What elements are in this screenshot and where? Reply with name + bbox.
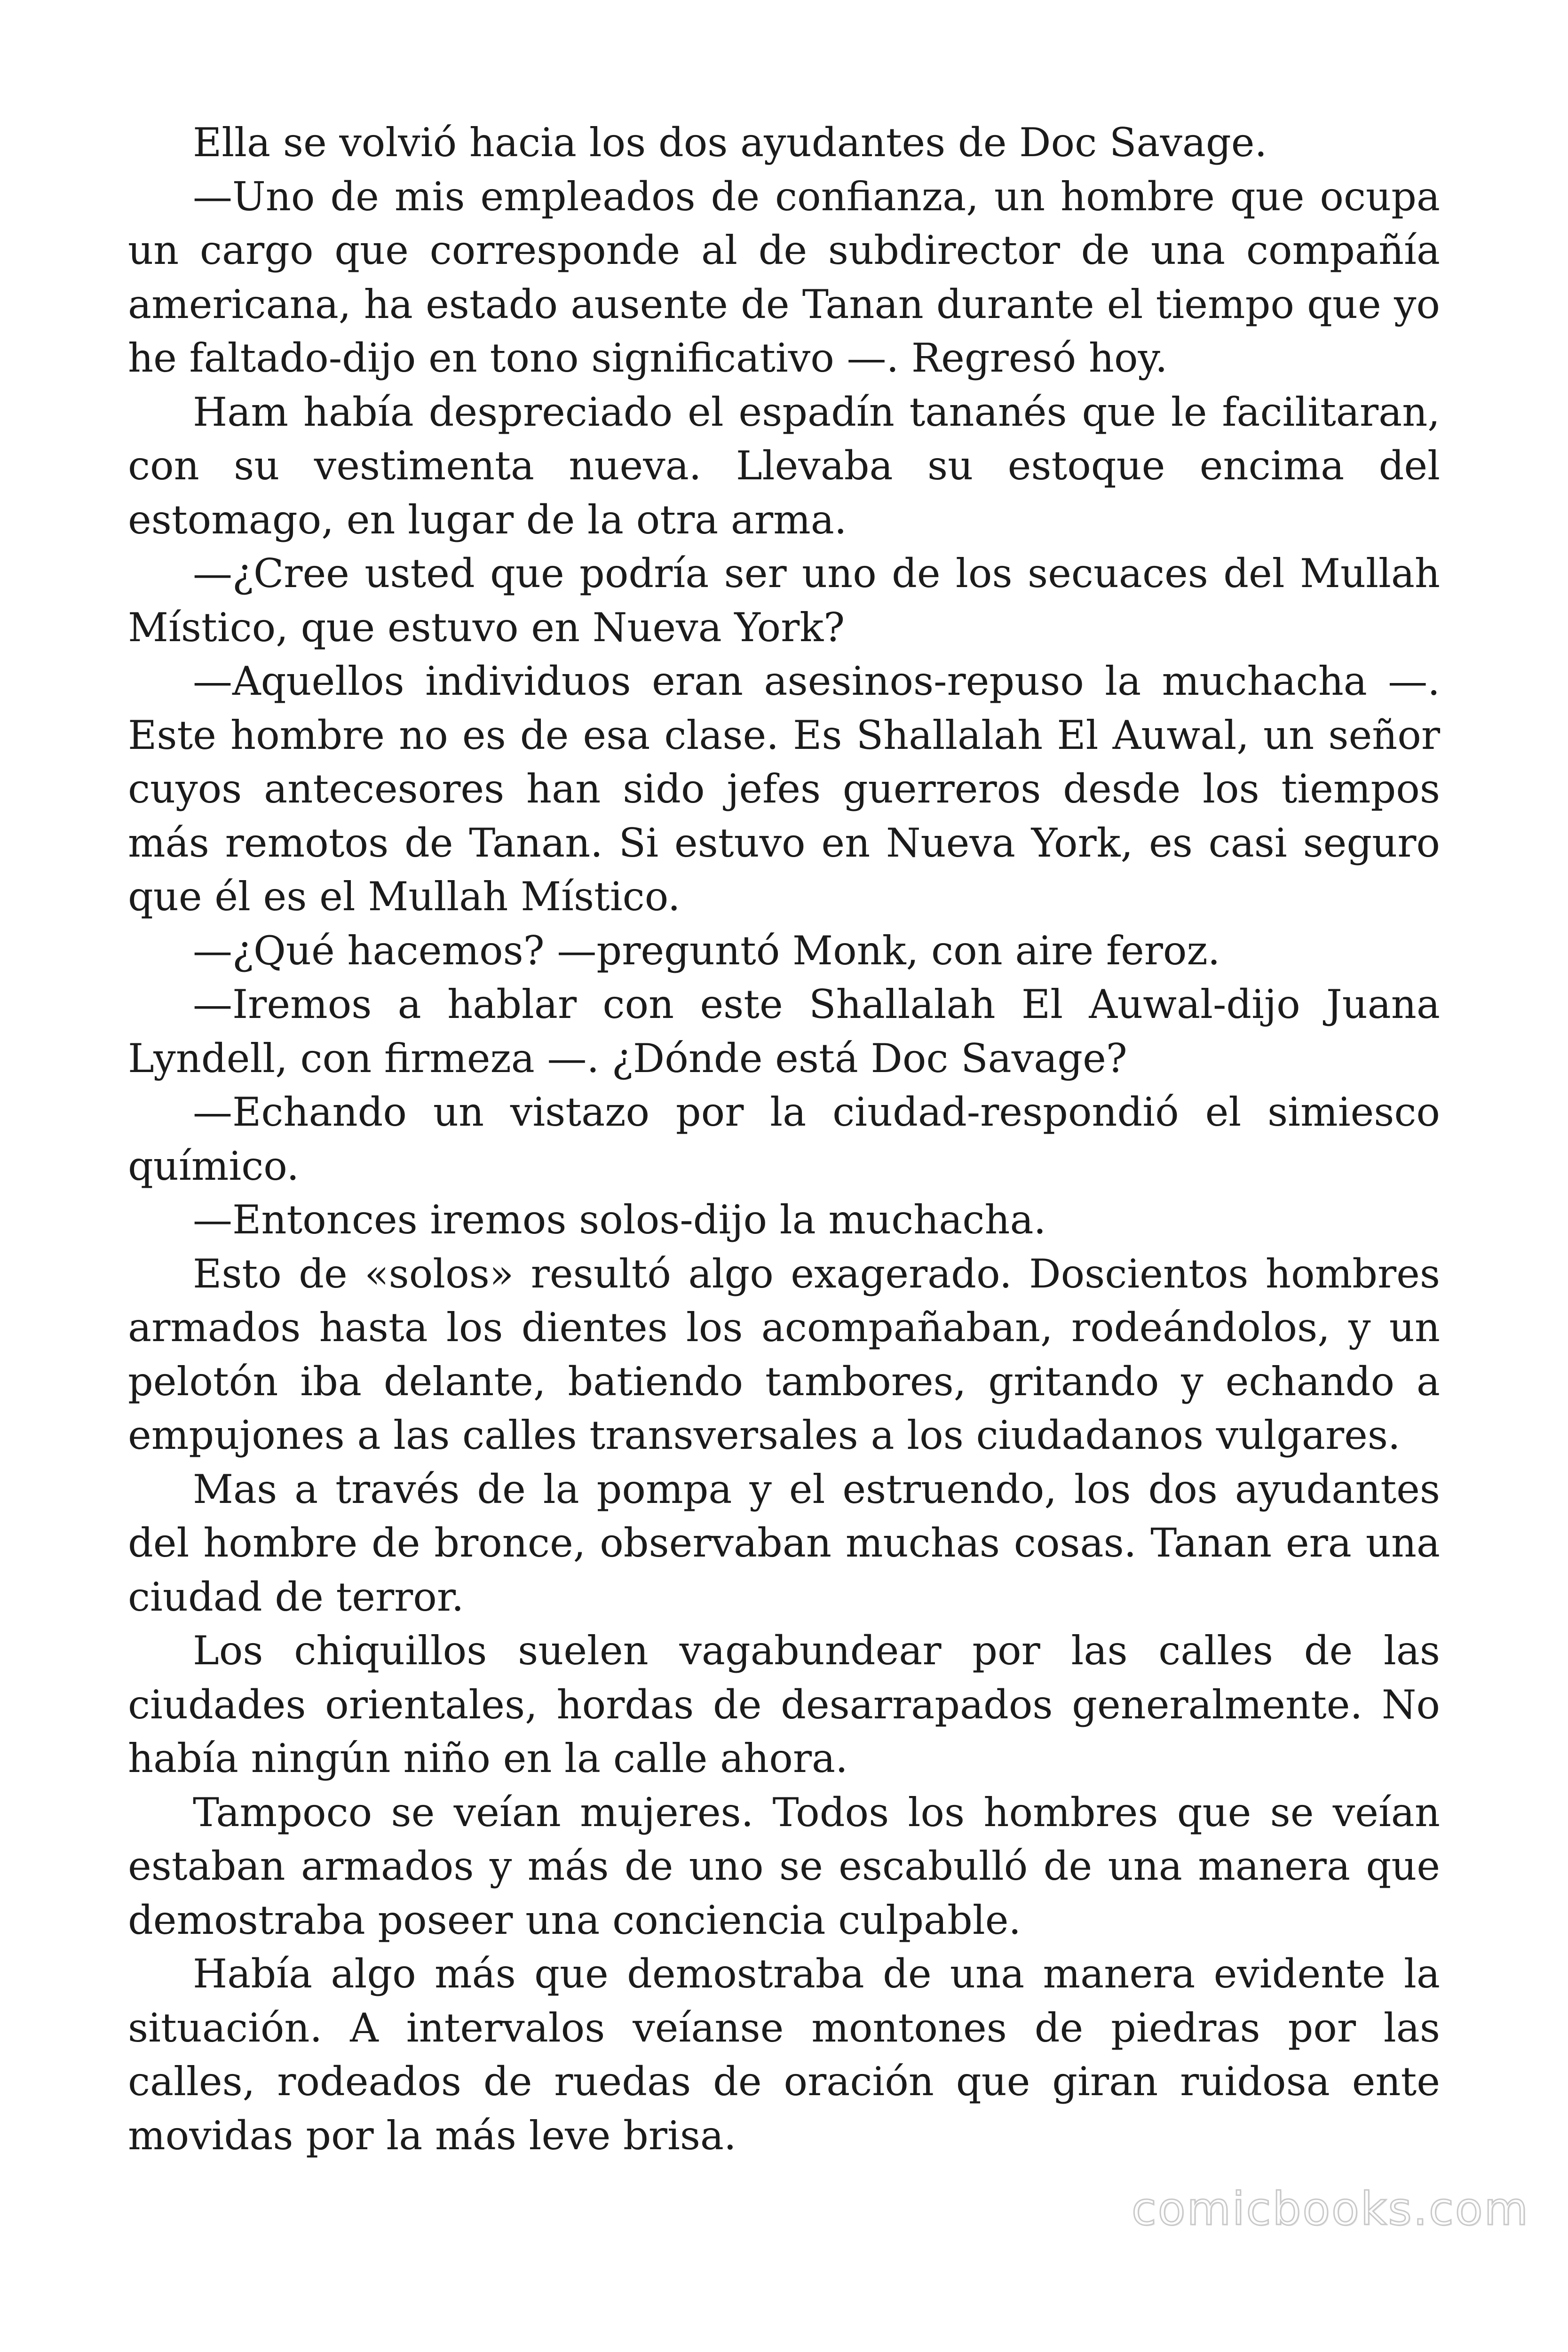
paragraph: Había algo más que demostraba de una manera evidente la situación. A intervalos veíanse montones de piedras por las calles, rodeados de ruedas de oración que giran ruidosa ente movidas por la más leve brisa. bbox=[128, 1951, 1440, 2159]
watermark: comicbooks.com bbox=[1131, 2183, 1529, 2235]
paragraph: —¿Cree usted que podría ser uno de los secuaces del Mullah Místico, que estuvo en Nueva York? bbox=[128, 550, 1440, 651]
body-text bbox=[128, 116, 1440, 2162]
paragraph: —Aquellos individuos eran asesinos-repuso la muchacha —. Este hombre no es de esa clase. Es Shallalah El Auwal, un señor cuyos antecesores han sido jefes guerreros desde los tiempos más remotos de Tanan. Si estuvo en Nueva York, es casi seguro que él es el Mullah Místico. bbox=[128, 658, 1440, 920]
paragraph: —¿Qué hacemos? —preguntó Monk, con aire feroz. bbox=[193, 927, 1220, 974]
paragraph: Esto de «solos» resultó algo exagerado. Doscientos hombres armados hasta los dientes los acompañaban, rodeándolos, y un pelotón iba delante, batiendo tambores, gritando y echando a empujones a las calles transversales a los ciudadanos vulgares. bbox=[128, 1250, 1440, 1458]
paragraph: —Iremos a hablar con este Shallalah El Auwal-dijo Juana Lyndell, con firmeza —. ¿Dónde está Doc Savage? bbox=[128, 981, 1440, 1081]
paragraph: Mas a través de la pompa y el estruendo, los dos ayudantes del hombre de bronce, observaban muchas cosas. Tanan era una ciudad de terror. bbox=[128, 1466, 1440, 1620]
paragraph: —Entonces iremos solos-dijo la muchacha. bbox=[193, 1197, 1046, 1243]
paragraph: Los chiquillos suelen vagabundear por las calles de las ciudades orientales, hordas de desarrapados generalmente. No había ningún niño en la calle ahora. bbox=[128, 1628, 1440, 1781]
paragraph: —Uno de mis empleados de confianza, un hombre que ocupa un cargo que corresponde al de subdirector de una compañía americana, ha estado ausente de Tanan durante el tiempo que yo he faltado-dijo en tono significativo —. Regresó hoy. bbox=[128, 173, 1440, 381]
paragraph: Ella se volvió hacia los dos ayudantes de Doc Savage. bbox=[193, 119, 1267, 166]
paragraph: Tampoco se veían mujeres. Todos los hombres que se veían estaban armados y más de uno se escabulló de una manera que demostraba poseer una conciencia culpable. bbox=[128, 1789, 1440, 1943]
paragraph: —Echando un vistazo por la ciudad-respondió el simiesco químico. bbox=[128, 1089, 1440, 1189]
paragraph: Ham había despreciado el espadín tananés que le facilitaran, con su vestimenta nueva. Llevaba su estoque encima del estomago, en lugar de la otra arma. bbox=[128, 389, 1440, 543]
